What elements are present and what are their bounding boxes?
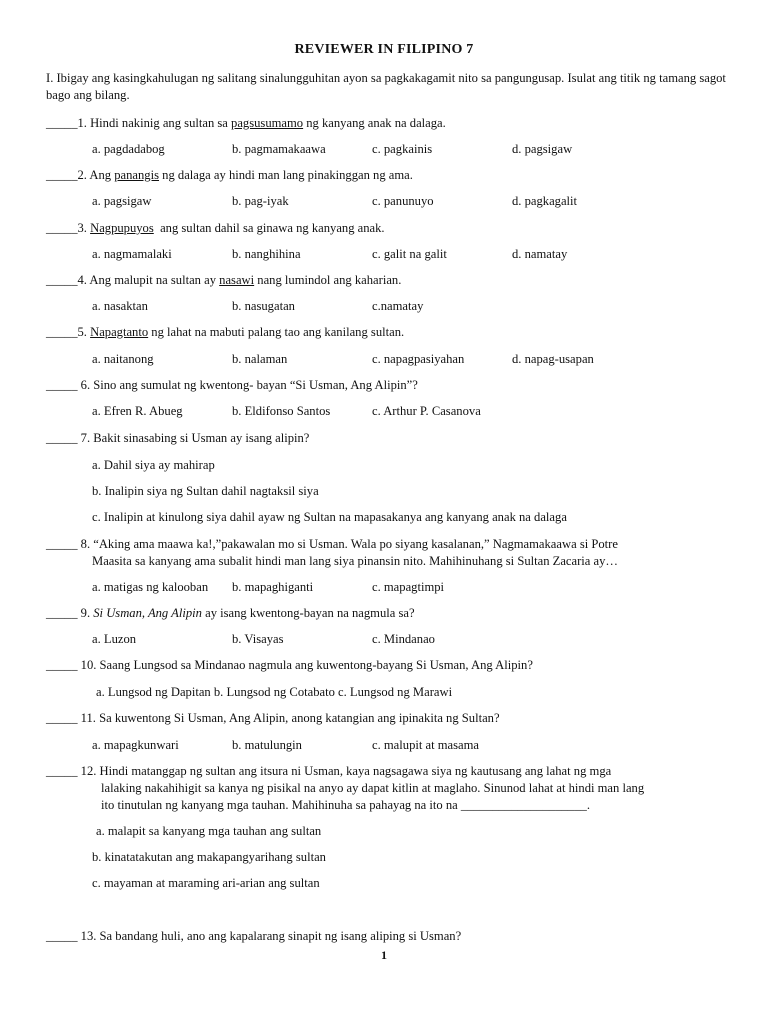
page-number: 1 <box>381 948 387 962</box>
option-c: c. Mindanao <box>372 632 435 646</box>
question-12 <box>46 764 611 779</box>
story-title: Si Usman, Ang Alipin <box>93 606 202 620</box>
option-b: b. Visayas <box>232 632 284 646</box>
option-b: b. Inalipin siya ng Sultan dahil nagtaksil siya <box>92 484 319 498</box>
question-number: 13. <box>80 929 97 943</box>
question-continuation: lalaking nakahihigit sa kanya ng pisikal na anyo ay dapat kitlin at maglaho. Sinunod lahat at hindi man lang <box>101 781 645 795</box>
answer-blank[interactable]: _____ <box>46 606 78 620</box>
option-c: c. panunuyo <box>372 194 434 208</box>
option-a: a. matigas ng kalooban <box>92 580 209 594</box>
underlined-word: Nagpupuyos <box>90 221 154 235</box>
option-a: a. Dahil siya ay mahirap <box>92 458 215 472</box>
question-text: “Aking ama maawa ka!,”pakawalan mo si Usman. Wala po siyang kasalanan,” Nagmamakaawa si Potre <box>90 537 618 551</box>
answer-blank[interactable]: _____ <box>46 325 78 339</box>
question-text: Sino ang sumulat ng kwentong- bayan “Si Usman, Ang Alipin”? <box>90 378 418 392</box>
option-a: a. pagdadabog <box>92 142 165 156</box>
option-b: b. pagmamakaawa <box>232 142 326 156</box>
answer-blank[interactable]: _____ <box>46 658 78 672</box>
answer-blank[interactable]: _____ <box>46 116 78 130</box>
option-b: b. Eldifonso Santos <box>232 404 331 418</box>
question-continuation: Maasita sa kanyang ama subalit hindi man lang siya pinansin nito. Mahihinuhang si Sultan Zacaria ay… <box>92 554 619 568</box>
question-text: Ang malupit na sultan ay <box>86 273 220 287</box>
question-number: 12. <box>80 764 97 778</box>
option-b: b. kinatatakutan ang makapangyarihang sultan <box>92 850 326 864</box>
question-number: 11. <box>80 711 96 725</box>
underlined-word: panangis <box>114 168 160 182</box>
option-c: c. pagkainis <box>372 142 433 156</box>
question-number: 10. <box>80 658 97 672</box>
answer-blank[interactable]: _____ <box>46 431 78 445</box>
question-2 <box>46 168 413 183</box>
answer-blank[interactable]: _____ <box>46 378 78 392</box>
question-number: 6. <box>80 378 91 392</box>
option-c: c. mapagtimpi <box>372 580 445 594</box>
question-text: Hindi nakinig ang sultan sa <box>86 116 232 130</box>
question-number: 8. <box>80 537 91 551</box>
question-number: 9. <box>80 606 91 620</box>
question-11 <box>46 711 500 726</box>
question-text: Sa bandang huli, ano ang kapalarang sinapit ng isang aliping si Usman? <box>96 929 462 943</box>
answer-blank[interactable]: _____ <box>46 537 78 551</box>
option-c: c. mayaman at maraming ari-arian ang sultan <box>92 876 320 890</box>
question-number: 1. <box>77 116 87 130</box>
option-b: b. nasugatan <box>232 299 295 313</box>
question-13 <box>46 929 461 944</box>
question-6 <box>46 378 418 393</box>
question-7 <box>46 431 309 446</box>
question-text: ng lahat na mabuti palang tao ang kanilang sultan. <box>148 325 405 339</box>
question-text: Ang <box>86 168 115 182</box>
question-continuation: ito tinutulan ng kanyang mga tauhan. Mahihinuha sa pahayag na ito na ____________________. <box>101 798 590 812</box>
option-b: b. nalaman <box>232 352 288 366</box>
instructions: I. Ibigay ang kasingkahulugan ng salitang sinalungguhitan ayon sa pagkakagamit nito sa pangungusap. Isulat ang titik ng tamang sagot bago ang bilang. <box>46 71 726 102</box>
option-d: d. pagkagalit <box>512 194 578 208</box>
question-number: 7. <box>80 431 91 445</box>
question-9 <box>46 606 415 621</box>
option-a: a. pagsigaw <box>92 194 152 208</box>
question-text: Saang Lungsod sa Mindanao nagmula ang kuwentong-bayang Si Usman, Ang Alipin? <box>96 658 533 672</box>
option-d: d. napag-usapan <box>512 352 594 366</box>
answer-blank[interactable]: _____ <box>46 221 78 235</box>
answer-blank[interactable]: _____ <box>46 711 78 725</box>
question-text: ang sultan dahil sa ginawa ng kanyang anak. <box>153 221 385 235</box>
question-text: ay isang kwentong-bayan na nagmula sa? <box>201 606 415 620</box>
question-3 <box>46 221 385 236</box>
question-text: Sa kuwentong Si Usman, Ang Alipin, anong katangian ang ipinakita ng Sultan? <box>95 711 500 725</box>
page-title: REVIEWER IN FILIPINO 7 <box>294 42 474 57</box>
answer-blank[interactable]: _____ <box>46 764 78 778</box>
underlined-word: pagsusumamo <box>231 116 304 130</box>
question-1 <box>46 116 446 131</box>
option-a: a. naitanong <box>92 352 154 366</box>
answer-blank[interactable]: _____ <box>46 273 78 287</box>
answer-blank[interactable]: _____ <box>46 168 78 182</box>
question-number: 3. <box>77 221 87 235</box>
question-text: Hindi matanggap ng sultan ang itsura ni Usman, kaya nagsagawa siya ng kautusang ang lahat ng mga <box>96 764 612 778</box>
question-number: 2. <box>77 168 87 182</box>
option-c: c. Arthur P. Casanova <box>372 404 481 418</box>
option-c: c. Inalipin at kinulong siya dahil ayaw ng Sultan na mapasakanya ang kanyang anak na dalaga <box>92 510 567 524</box>
question-text: ng kanyang anak na dalaga. <box>303 116 446 130</box>
option-c: c. napagpasiyahan <box>372 352 465 366</box>
option-a: a. nasaktan <box>92 299 148 313</box>
option-line: a. Lungsod ng Dapitan b. Lungsod ng Cotabato c. Lungsod ng Marawi <box>96 685 453 699</box>
option-d: d. namatay <box>512 247 568 261</box>
underlined-word: Napagtanto <box>90 325 149 339</box>
option-b: b. matulungin <box>232 738 302 752</box>
option-a: a. nagmamalaki <box>92 247 172 261</box>
option-a: a. mapagkunwari <box>92 738 179 752</box>
option-a: a. malapit sa kanyang mga tauhan ang sultan <box>96 824 322 838</box>
question-text: ng dalaga ay hindi man lang pinakinggan ng ama. <box>159 168 413 182</box>
question-4 <box>46 273 401 288</box>
question-number: 4. <box>77 273 87 287</box>
option-c: c. malupit at masama <box>372 738 480 752</box>
question-text: nang lumindol ang kaharian. <box>254 273 402 287</box>
option-b: b. mapaghiganti <box>232 580 314 594</box>
option-a: a. Efren R. Abueg <box>92 404 183 418</box>
question-10 <box>46 658 533 673</box>
option-c: c. galit na galit <box>372 247 447 261</box>
option-b: b. pag-iyak <box>232 194 289 208</box>
option-c: c.namatay <box>372 299 424 313</box>
option-a: a. Luzon <box>92 632 137 646</box>
answer-blank[interactable]: _____ <box>46 929 78 943</box>
option-d: d. pagsigaw <box>512 142 573 156</box>
underlined-word: nasawi <box>219 273 255 287</box>
option-b: b. nanghihina <box>232 247 301 261</box>
question-8 <box>46 537 618 552</box>
question-5 <box>46 325 404 340</box>
question-text: Bakit sinasabing si Usman ay isang alipin? <box>90 431 310 445</box>
question-number: 5. <box>77 325 87 339</box>
